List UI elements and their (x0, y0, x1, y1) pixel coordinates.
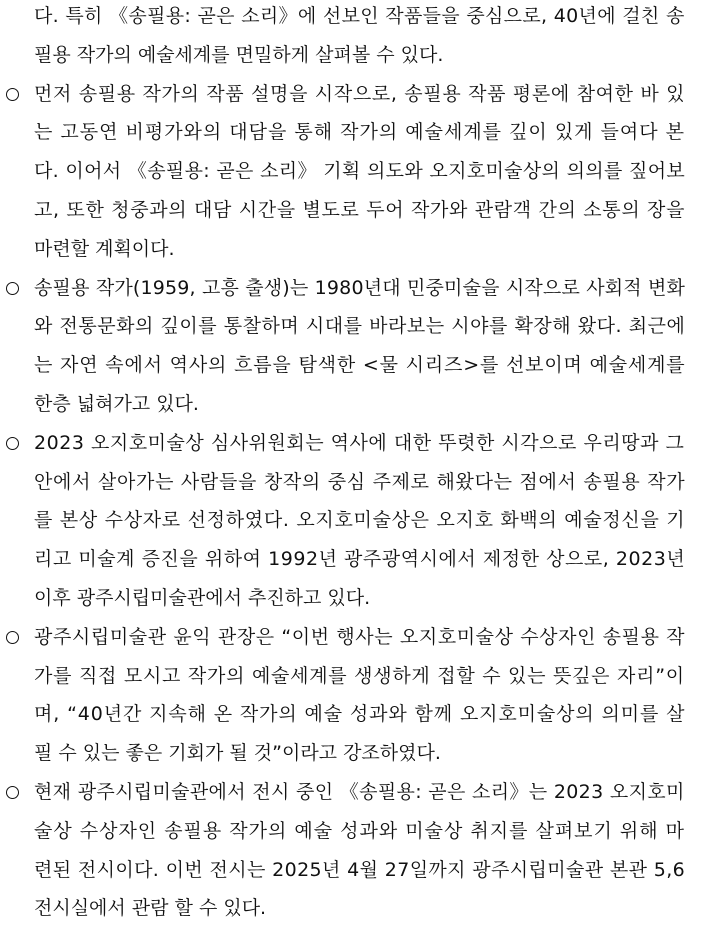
text-line: 2023 오지호미술상 심사위원회는 역사에 대한 뚜렷한 시각으로 우리땅과 그 (34, 431, 685, 454)
text-line: 술상 수상자인 송필용 작가의 예술 성과와 미술상 취지를 살펴보기 위해 마 (34, 819, 686, 842)
text-line: 는 고동연 비평가와의 대담을 통해 작가의 예술세계를 깊이 있게 들여다 본 (34, 121, 686, 144)
bullet-circle-icon (6, 437, 19, 450)
text-line: 며, “40년간 지속해 온 작가의 예술 성과와 함께 오지호미술상의 의미를 살 (34, 703, 686, 726)
bullet-circle-icon (6, 282, 19, 295)
text-line: 먼저 송필용 작가의 작품 설명을 시작으로, 송필용 작품 평론에 참여한 바 있 (34, 82, 686, 105)
bullet-circle-icon (6, 88, 19, 101)
bullet-circle-icon (6, 631, 19, 644)
text-line: 는 자연 속에서 역사의 흐름을 탐색한 <물 시리즈>를 선보이며 예술세계를 (34, 354, 686, 377)
text-line: 광주시립미술관 윤익 관장은 “이번 행사는 오지호미술상 수상자인 송필용 작 (34, 625, 686, 648)
bullet-circle-icon (6, 786, 19, 799)
text-line: 련된 전시이다. 이번 전시는 2025년 4월 27일까지 광주시립미술관 본관 5,6 (34, 858, 686, 881)
text-line: 이후 광주시립미술관에서 추진하고 있다. (34, 587, 371, 609)
text-line: 고, 또한 청중과의 대담 시간을 별도로 두어 작가와 관람객 간의 소통의 장을 (34, 199, 686, 221)
text-line: 마련할 계획이다. (34, 237, 175, 260)
text-line: 다. 특히 《송필용: 곧은 소리》에 선보인 작품들을 중심으로, 40년에 걸친 송 (34, 5, 685, 27)
text-line: 를 본상 수상자로 선정하였다. 오지호미술상은 오지호 화백의 예술정신을 기 (34, 509, 686, 532)
text-line: 안에서 살아가는 사람들을 창작의 중심 주제로 해왔다는 점에서 송필용 작가 (34, 470, 686, 493)
text-line: 가를 직접 모시고 작가의 예술세계를 생생하게 접할 수 있는 뜻깊은 자리”이 (34, 664, 685, 687)
text-line: 와 전통문화의 깊이를 통찰하며 시대를 바라보는 시야를 확장해 왔다. 최근에 (34, 315, 686, 338)
text-line: 송필용 작가(1959, 고흥 출생)는 1980년대 민중미술을 시작으로 사회적 변화 (34, 276, 686, 299)
text-line: 한층 넓혀가고 있다. (34, 393, 199, 415)
text-line: 필용 작가의 예술세계를 면밀하게 살펴볼 수 있다. (34, 43, 444, 66)
text-line: 다. 이어서 《송필용: 곧은 소리》 기획 의도와 오지호미술상의 의의를 짚어보 (34, 160, 686, 183)
text-line: 리고 미술계 증진을 위하여 1992년 광주광역시에서 제정한 상으로, 2023년 (34, 548, 686, 571)
text-line: 현재 광주시립미술관에서 전시 중인 《송필용: 곧은 소리》는 2023 오지호미 (34, 781, 685, 803)
text-line: 필 수 있는 좋은 기회가 될 것”이라고 강조하였다. (34, 742, 441, 765)
text-line: 전시실에서 관람 할 수 있다. (34, 897, 267, 920)
